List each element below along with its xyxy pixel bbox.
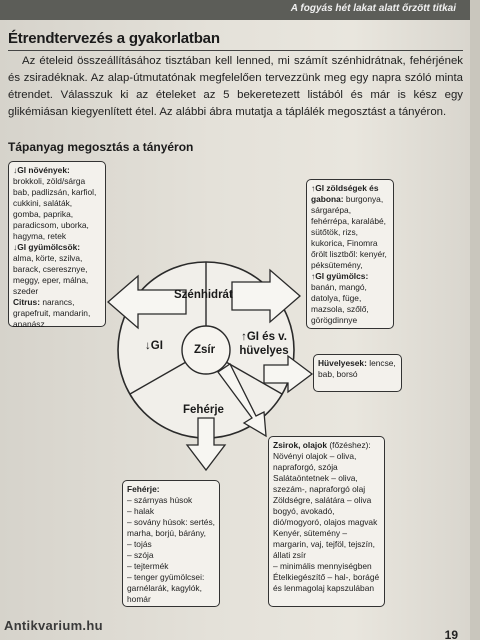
running-header-title: A fogyás hét lakat alatt őrzött titkai (290, 3, 456, 14)
box-feherje-item: – halak (127, 506, 155, 516)
box-zsirok-text-1: Növényi olajok – oliva, napraforgó, szója (273, 451, 357, 472)
box-feherje-item: – tenger gyümölcsei: garnélarák, kagylók, homár (127, 572, 205, 604)
box-feherje-item: – tojás (127, 539, 152, 549)
section-title: Étrendtervezés a gyakorlatban (8, 30, 220, 47)
page-number: 19 (444, 628, 458, 640)
box-low-gi-plants (8, 161, 106, 327)
box-zsirok-text-2: Salátaöntetnek – oliva, szezám-, napraforgó olaj (273, 473, 366, 494)
box-left-heading-1: ↓GI növények: (13, 165, 70, 175)
box-left-heading-3: Citrus: (13, 297, 40, 307)
box-zsirok-heading: Zsirok, olajok (273, 440, 327, 450)
box-right-heading-1: ↑GI zöldségek és gabona: (311, 183, 379, 204)
box-right-text-2: banán, mangó, datolya, füge, mazsola, szőlő, görögdinnye (311, 282, 369, 325)
box-zsirok-heading-note: (főzéshez): (329, 440, 371, 450)
box-zsirok-text-4: Kenyér, sütemény – margarin, vaj, tejföl, tejszín, állati zsír (273, 528, 375, 560)
diagram-title: Tápanyag megosztás a tányéron (8, 140, 194, 154)
box-zsirok-text-6: Ételkiegészítő – hal-, borágé és lenmagolaj kapszulában (273, 572, 380, 593)
label-zsir: Zsír (194, 344, 216, 356)
box-zsirok-text-5: – minimális mennyiségben (273, 561, 372, 571)
box-huvelyes-heading: Hüvelyesek: (318, 358, 367, 368)
box-fats-oils (268, 436, 385, 607)
label-szenhidrat: Szénhidrát (174, 289, 233, 301)
box-right-heading-2: ↑GI gyümölcs: (311, 271, 369, 281)
box-right-text-1: burgonya, sárgarépa, fehérrépa, karalábé, sütőtök, rizs, kukorica, Finomra őrölt lisztből: kenyér, péksütemény, (311, 194, 387, 270)
box-left-text-2: alma, körte, szilva, barack, cseresznye, meggy, eper, málna, szeder (13, 253, 89, 296)
box-high-gi (306, 179, 394, 329)
box-huvelyes-text: lencse, bab, borsó (318, 358, 396, 379)
box-feherje-item: – szója (127, 550, 154, 560)
box-feherje-item: – szárnyas húsok (127, 495, 193, 505)
box-zsirok-text-3: Zöldségre, salátára – oliva bogyó, avokadó, dió/mogyoró, olajos magvak (273, 495, 378, 527)
box-left-text-3: narancs, grapefruit, mandarin, ananász (13, 297, 91, 329)
watermark: Antikvarium.hu (4, 618, 103, 633)
label-gi-up-huvelyes: ↑GI és v. hüvelyes (239, 331, 289, 357)
label-feherje: Fehérje (183, 404, 224, 416)
intro-text: Az ételeid összeállításához tisztában kell lenned, mi számít szénhidrátnak, fehérjének és zsiradéknak. Az alap-útmutatónak megfelelően tervezzünk meg egy napra szóló minta étrendet. Válasszuk ki az ételeket az 5 bekeretezett listából és már is kész egy glikémiásan kiegyenlített étel. Az alábbi ábra mutatja a táplálék megosztást a tányéron. (8, 55, 463, 118)
label-gi-down: ↓GI (145, 340, 163, 352)
box-protein (122, 480, 220, 607)
box-left-heading-2: ↓GI gyümölcsök: (13, 242, 81, 252)
box-left-text-1: brokkoli, zöld/sárga bab, padlizsán, karfiol, cukkini, saláták, gomba, paprika, paradicsom, uborka, hagyma, retek (13, 176, 97, 241)
box-feherje-item: – sovány húsok: sertés, marha, borjú, bárány, (127, 517, 215, 538)
box-feherje-heading: Fehérje: (127, 484, 160, 494)
box-feherje-item: – tejtermék (127, 561, 169, 571)
box-legumes (313, 354, 402, 392)
